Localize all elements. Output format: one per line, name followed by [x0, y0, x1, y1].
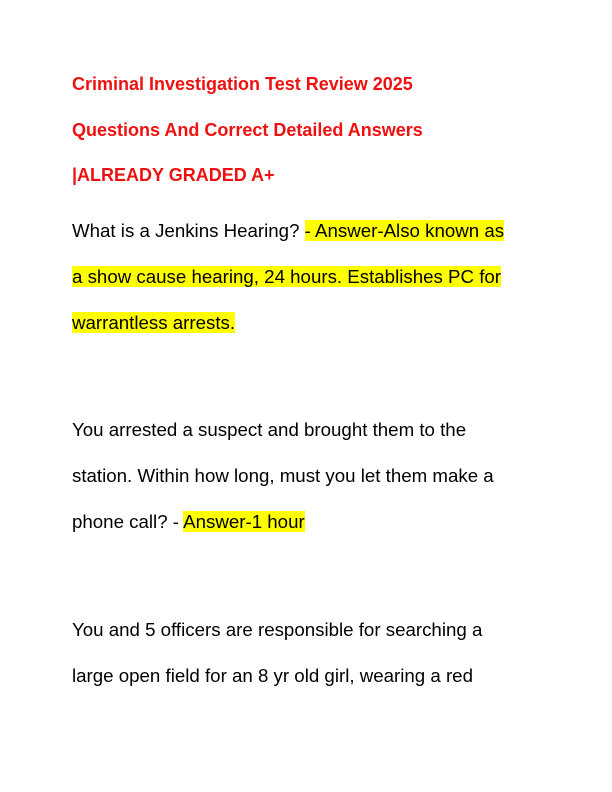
- qa1-line-3: [72, 300, 547, 346]
- qa3-line-1: You and 5 officers are responsible for searching a: [72, 619, 483, 640]
- question-phone-call: [72, 407, 547, 545]
- qa1-line-2: [72, 254, 547, 300]
- qa1-line-1: [72, 208, 547, 254]
- document-title: [72, 62, 542, 199]
- qa2-answer-highlight: Answer-1 hour: [183, 511, 305, 532]
- qa2-line-2: station. Within how long, must you let them make a: [72, 465, 494, 486]
- qa2-line-3: [72, 499, 547, 545]
- qa3-line-2: large open field for an 8 yr old girl, wearing a red: [72, 665, 473, 686]
- qa1-answer-highlight-3: warrantless arrests.: [72, 312, 236, 333]
- question-field-search: [72, 607, 547, 699]
- title-line-1: Criminal Investigation Test Review 2025: [72, 74, 413, 94]
- title-line-3: |ALREADY GRADED A+: [72, 165, 275, 185]
- qa1-question-text: What is a Jenkins Hearing?: [72, 220, 305, 241]
- qa2-question-text: phone call? -: [72, 511, 184, 532]
- question-jenkins-hearing: [72, 208, 547, 346]
- qa1-answer-highlight-2: a show cause hearing, 24 hours. Establishes PC for: [72, 266, 502, 287]
- title-line-2: Questions And Correct Detailed Answers: [72, 119, 423, 140]
- qa1-answer-highlight-1: - Answer-Also known as: [304, 220, 505, 241]
- qa2-line-1: You arrested a suspect and brought them to the: [72, 419, 467, 440]
